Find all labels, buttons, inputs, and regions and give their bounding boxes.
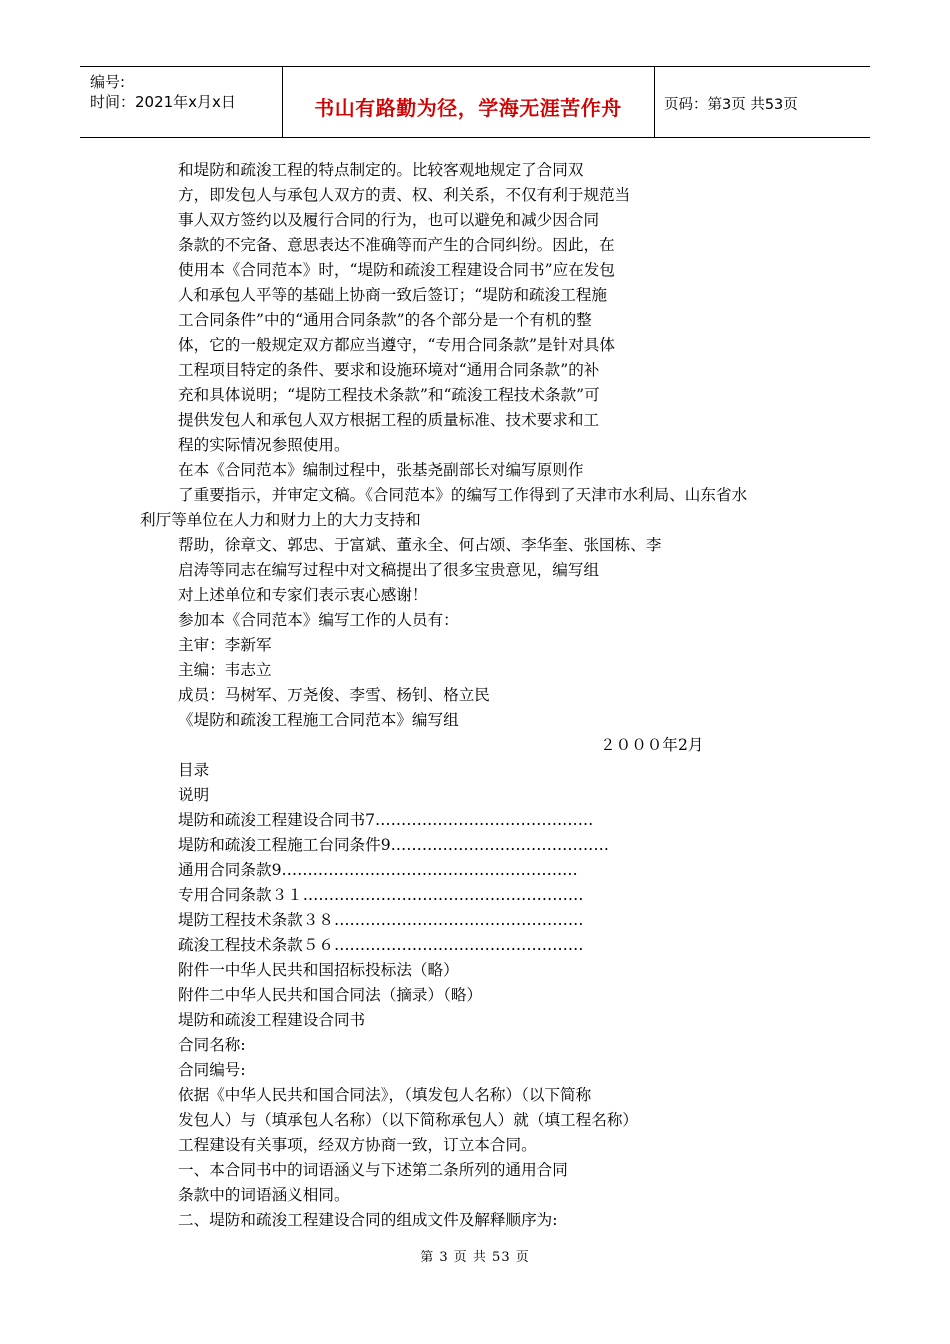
body-line: 工程建设有关事项，经双方协商一致，订立本合同。 [178, 1136, 537, 1154]
body-line: 参加本《合同范本》编写工作的人员有： [178, 611, 459, 629]
page-header [80, 66, 870, 138]
motto-text: 书山有路勤为径，学海无涯苦作舟 [314, 96, 622, 120]
body-line: 主审：李新军 [178, 636, 272, 654]
body-line: 工程项目特定的条件、要求和设施环境对“通用合同条款”的补 [178, 361, 600, 379]
body-line: 合同编号: [178, 1061, 246, 1079]
body-line: 充和具体说明；“堤防工程技术条款”和“疏浚工程技术条款”可 [178, 386, 600, 404]
body-line: 条款中的词语涵义相同。 [178, 1186, 350, 1204]
toc-item: 说明 [178, 786, 210, 804]
header-meta-cell [80, 67, 283, 137]
body-line: 事人双方签约以及履行合同的行为，也可以避免和减少因合同 [178, 211, 600, 229]
body-line: 依据《中华人民共和国合同法》，（填发包人名称）（以下简称 [178, 1086, 592, 1104]
body-line: 主编：韦志立 [178, 661, 272, 679]
body-line: 一、本合同书中的词语涵义与下述第二条所列的通用合同 [178, 1161, 568, 1179]
toc-item: 通用合同条款9………………………………………………… [178, 861, 578, 879]
body-line: 对上述单位和专家们表示衷心感谢！ [178, 586, 428, 604]
body-line: 程的实际情况参照使用。 [178, 436, 350, 454]
toc-heading: 目录 [178, 761, 210, 779]
header-motto-cell [282, 67, 655, 137]
page-footer: 第 3 页 共 53 页 [420, 1250, 530, 1265]
body-line: 和堤防和疏浚工程的特点制定的。比较客观地规定了合同双 [178, 161, 584, 179]
body-line: 发包人）与（填承包人名称）（以下简称承包人）就（填工程名称） [178, 1111, 639, 1129]
body-line: 人和承包人平等的基础上协商一致后签订；“堤防和疏浚工程施 [178, 286, 608, 304]
time-label: 时间：2021年x月x日 [90, 93, 236, 111]
body-line: 方，即发包人与承包人双方的责、权、利关系，不仅有利于规范当 [178, 186, 631, 204]
body-line: 《堤防和疏浚工程施工合同范本》编写组 [178, 711, 459, 729]
body-line: 成员：马树军、万尧俊、李雪、杨钊、格立民 [178, 686, 490, 704]
body-line: 提供发包人和承包人双方根据工程的质量标准、技术要求和工 [178, 411, 600, 429]
toc-item: 疏浚工程技术条款５６………………………………………… [178, 936, 584, 954]
serial-label: 编号: [90, 73, 126, 91]
body-line: 工合同条件”中的“通用合同条款”的各个部分是一个有机的整 [178, 311, 592, 329]
body-line: 二、堤防和疏浚工程建设合同的组成文件及解释顺序为: [178, 1211, 558, 1229]
toc-item: 附件二中华人民共和国合同法（摘录）（略） [178, 986, 483, 1004]
toc-item: 堤防和疏浚工程施工台同条件9…………………………………… [178, 836, 609, 854]
body-line: 帮助，徐章文、郭忠、于富斌、董永全、何占颂、李华奎、张国栋、李 [178, 536, 662, 554]
body-line: 条款的不完备、意思表达不准确等而产生的合同纠纷。因此，在 [178, 236, 615, 254]
toc-item: 附件一中华人民共和国招标投标法（略） [178, 961, 459, 979]
date-line: ２０００年2月 [600, 736, 704, 754]
page-code: 页码：第3页 共53页 [664, 97, 798, 113]
section-title: 堤防和疏浚工程建设合同书 [178, 1011, 366, 1029]
body-line: 体，它的一般规定双方都应当遵守，“专用合同条款”是针对具体 [178, 336, 615, 354]
body-line: 在本《合同范本》编制过程中，张基尧副部长对编写原则作 [178, 461, 584, 479]
body-line: 使用本《合同范本》时，“堤防和疏浚工程建设合同书”应在发包 [178, 261, 615, 279]
body-line: 合同名称: [178, 1036, 246, 1054]
body-line: 启涛等同志在编写过程中对文稿提出了很多宝贵意见，编写组 [178, 561, 600, 579]
toc-item: 专用合同条款３１……………………………………………… [178, 886, 584, 904]
body-line: 了重要指示，并审定文稿。《合同范本》的编写工作得到了天津市水利局、山东省水 [178, 486, 748, 504]
toc-item: 堤防工程技术条款３８………………………………………… [178, 911, 584, 929]
body-line: 利厅等单位在人力和财力上的大力支持和 [140, 511, 421, 529]
toc-item: 堤防和疏浚工程建设合同书7…………………………………… [178, 811, 594, 829]
